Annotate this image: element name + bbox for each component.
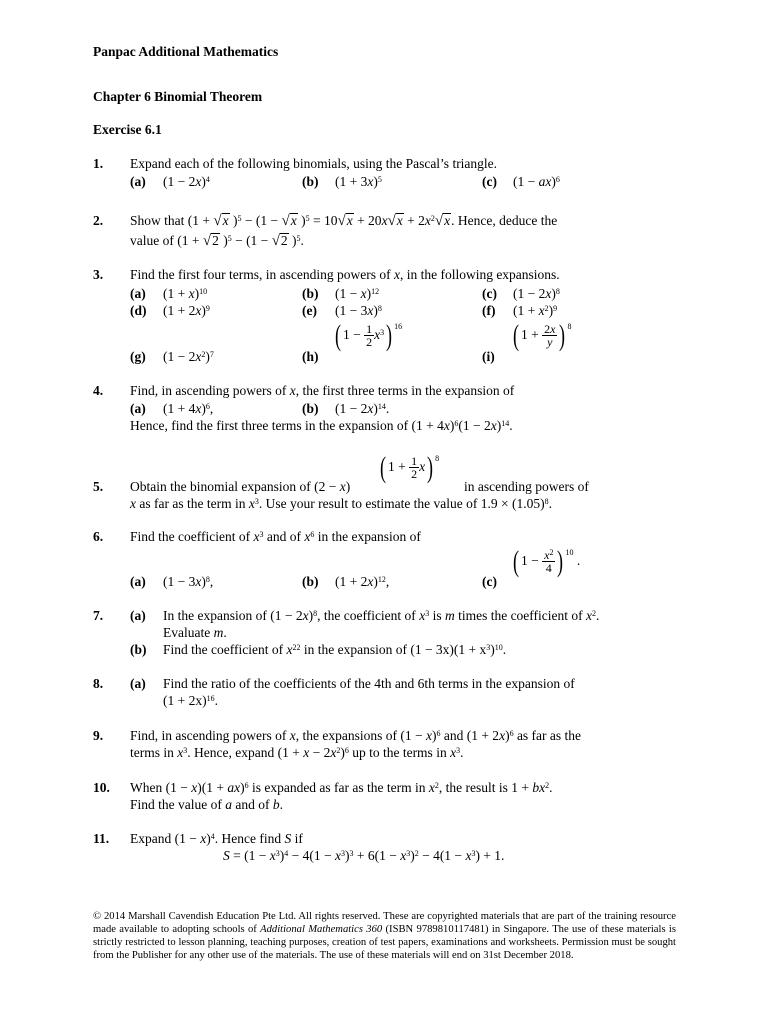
part-label: (c) [482,286,497,301]
question-text: Obtain the binomial expansion of (2 − x) [130,479,351,494]
expression: ( 1 − $\frac{1}{2}$ $x^3$) $^{16}$ [335,318,403,352]
part-label: (i) [482,349,495,364]
expression: (1 − ax)$^6$ [513,174,560,189]
question-text: value of (1 + √2 )$^5$ − (1 − √2 )$^5$. [130,233,304,249]
question-text: Find the coefficient of $x^3$ and of $x^6$ in the expansion of [130,529,421,544]
question-text: x as far as the term in $x^3$. Use your result to estimate the value of $1.9 \times (1.05)^8$. [130,496,553,511]
question-text: Find the value of a and of b. [130,797,283,812]
part-label: (b) [130,642,147,657]
part-label: (a) [130,574,146,589]
question-text: Find the first four terms, in ascending powers of x, in the following expansions. [130,267,560,282]
question-text: Hence, find the first three terms in the expansion of $(1 + 4x)^6(1 - 2x)^{14}$. [130,418,513,433]
part-label: (a) [130,174,146,189]
question-number: 2. [93,213,104,228]
expression: $(1 - 2x)^8$ [513,286,560,301]
question-text: Show that (1 + √x )$^5$ − (1 − √x )$^5 = 10√x + 20x√x + 2x^2√x$. Hence, deduce the [130,213,558,229]
question-text: Find, in ascending powers of x, the expansions of $(1 - x)^6$ and $(1 + 2x)^6$ as far as the [130,728,582,743]
question-text: In the expansion of $(1 - 2x)^8$, the coefficient of $x^3$ is m times the coefficient of $x^2$. [163,608,600,623]
expression: $(1 - x)^{12}$ [335,286,380,301]
question-text: Find the coefficient of $x^{22}$ in the expansion of $(1 - 3x)(1 + x^3)^{10}$. [163,642,507,657]
question-text: Expand each of the following binomials, using the Pascal’s triangle. [130,156,498,171]
question-text: When (1 − x)(1 + ax)$^6$ is expanded as far as the term in $x^2$, the result is $1 + bx^2$. [130,780,553,795]
question-number: 11. [93,831,110,846]
question-number: 10. [93,780,110,795]
expression: $(1 + x^2)^9$ [513,303,558,318]
expression: $(1 + 4x)^6$, [163,401,214,416]
expression: ( 1 + $\frac{2x}{y}$ ) $^8$ [513,318,572,352]
expression: $(1 + 2x)^9$ [163,303,210,318]
question-number: 8. [93,676,104,691]
expression: $(1 - 2x)^4$ [163,174,210,189]
part-label: (b) [302,286,319,301]
expression: $(1 + 3x)^5$ [335,174,382,189]
question-number: 9. [93,728,104,743]
expression: $(1 - 2x^2)^7$ [163,349,214,364]
part-label: (b) [302,574,319,589]
question-number: 6. [93,529,104,544]
part-label: (a) [130,286,146,301]
question-text: terms in $x^3$. Hence, expand $(1 + x - 2x^2)^6$ up to the terms in $x^3$. [130,745,464,760]
question-number: 5. [93,479,104,494]
expression: $(1 - 3x)^8$ [335,303,382,318]
part-label: (a) [130,401,146,416]
part-label: (c) [482,174,497,189]
question-number: 1. [93,156,104,171]
question-text: Evaluate m. [163,625,227,640]
expression: $(1 - 3x)^8$, [163,574,214,589]
question-text: Expand $(1 - x)^4$. Hence find S if [130,831,303,846]
expression: $(1 - 2x)^{14}$. [335,401,390,416]
part-label: (h) [302,349,319,364]
question-text: in ascending powers of [464,479,589,494]
question-text: $(1 + 2x)^{16}$. [163,693,218,708]
expression: $(1 + x)^{10}$ [163,286,208,301]
question-text: Find the ratio of the coefficients of the 4th and 6th terms in the expansion of [163,676,575,691]
question-number: 7. [93,608,104,623]
expression: ( 1 − $\frac{x^2}{4}$ ) $^{10}$ . [513,544,581,578]
exercise-title: Exercise 6.1 [93,122,162,137]
part-label: (a) [130,608,146,623]
part-label: (c) [482,574,497,589]
book-title: Panpac Additional Mathematics [93,44,279,59]
part-label: (g) [130,349,146,364]
question-text: Find, in ascending powers of x, the first three terms in the expansion of [130,383,515,398]
question-number: 4. [93,383,104,398]
copyright-footer: © 2014 Marshall Cavendish Education Pte Ltd. All rights reserved. These are copyrighted materials that are part of the training resource made available to adopting schools of Additional Mathematics 360 (ISBN 9789810117481) in Singapore. The use of these materials is strictly restricted to lesson planning, teaching purposes, creation of test papers, examinations and worksheets. Permission must be sought from the Publisher for any other use of the materials. The use of these materials will end on 31st December 2018. [93,911,676,961]
part-label: (e) [302,303,317,318]
part-label: (d) [130,303,147,318]
part-label: (f) [482,303,496,318]
part-label: (b) [302,401,319,416]
part-label: (b) [302,174,319,189]
expression: ( 1 + $\frac{1}{2}$ x) $^8$ [380,450,440,484]
part-label: (a) [130,676,146,691]
expression: $(1 + 2x)^{12}$, [335,574,390,589]
expression: $S = (1 - x^3)^4 - 4(1 - x^3)^3 + 6(1 - x^3)^2 - 4(1 - x^3) + 1$. [223,848,505,863]
chapter-title: Chapter 6 Binomial Theorem [93,89,263,104]
question-number: 3. [93,267,104,282]
